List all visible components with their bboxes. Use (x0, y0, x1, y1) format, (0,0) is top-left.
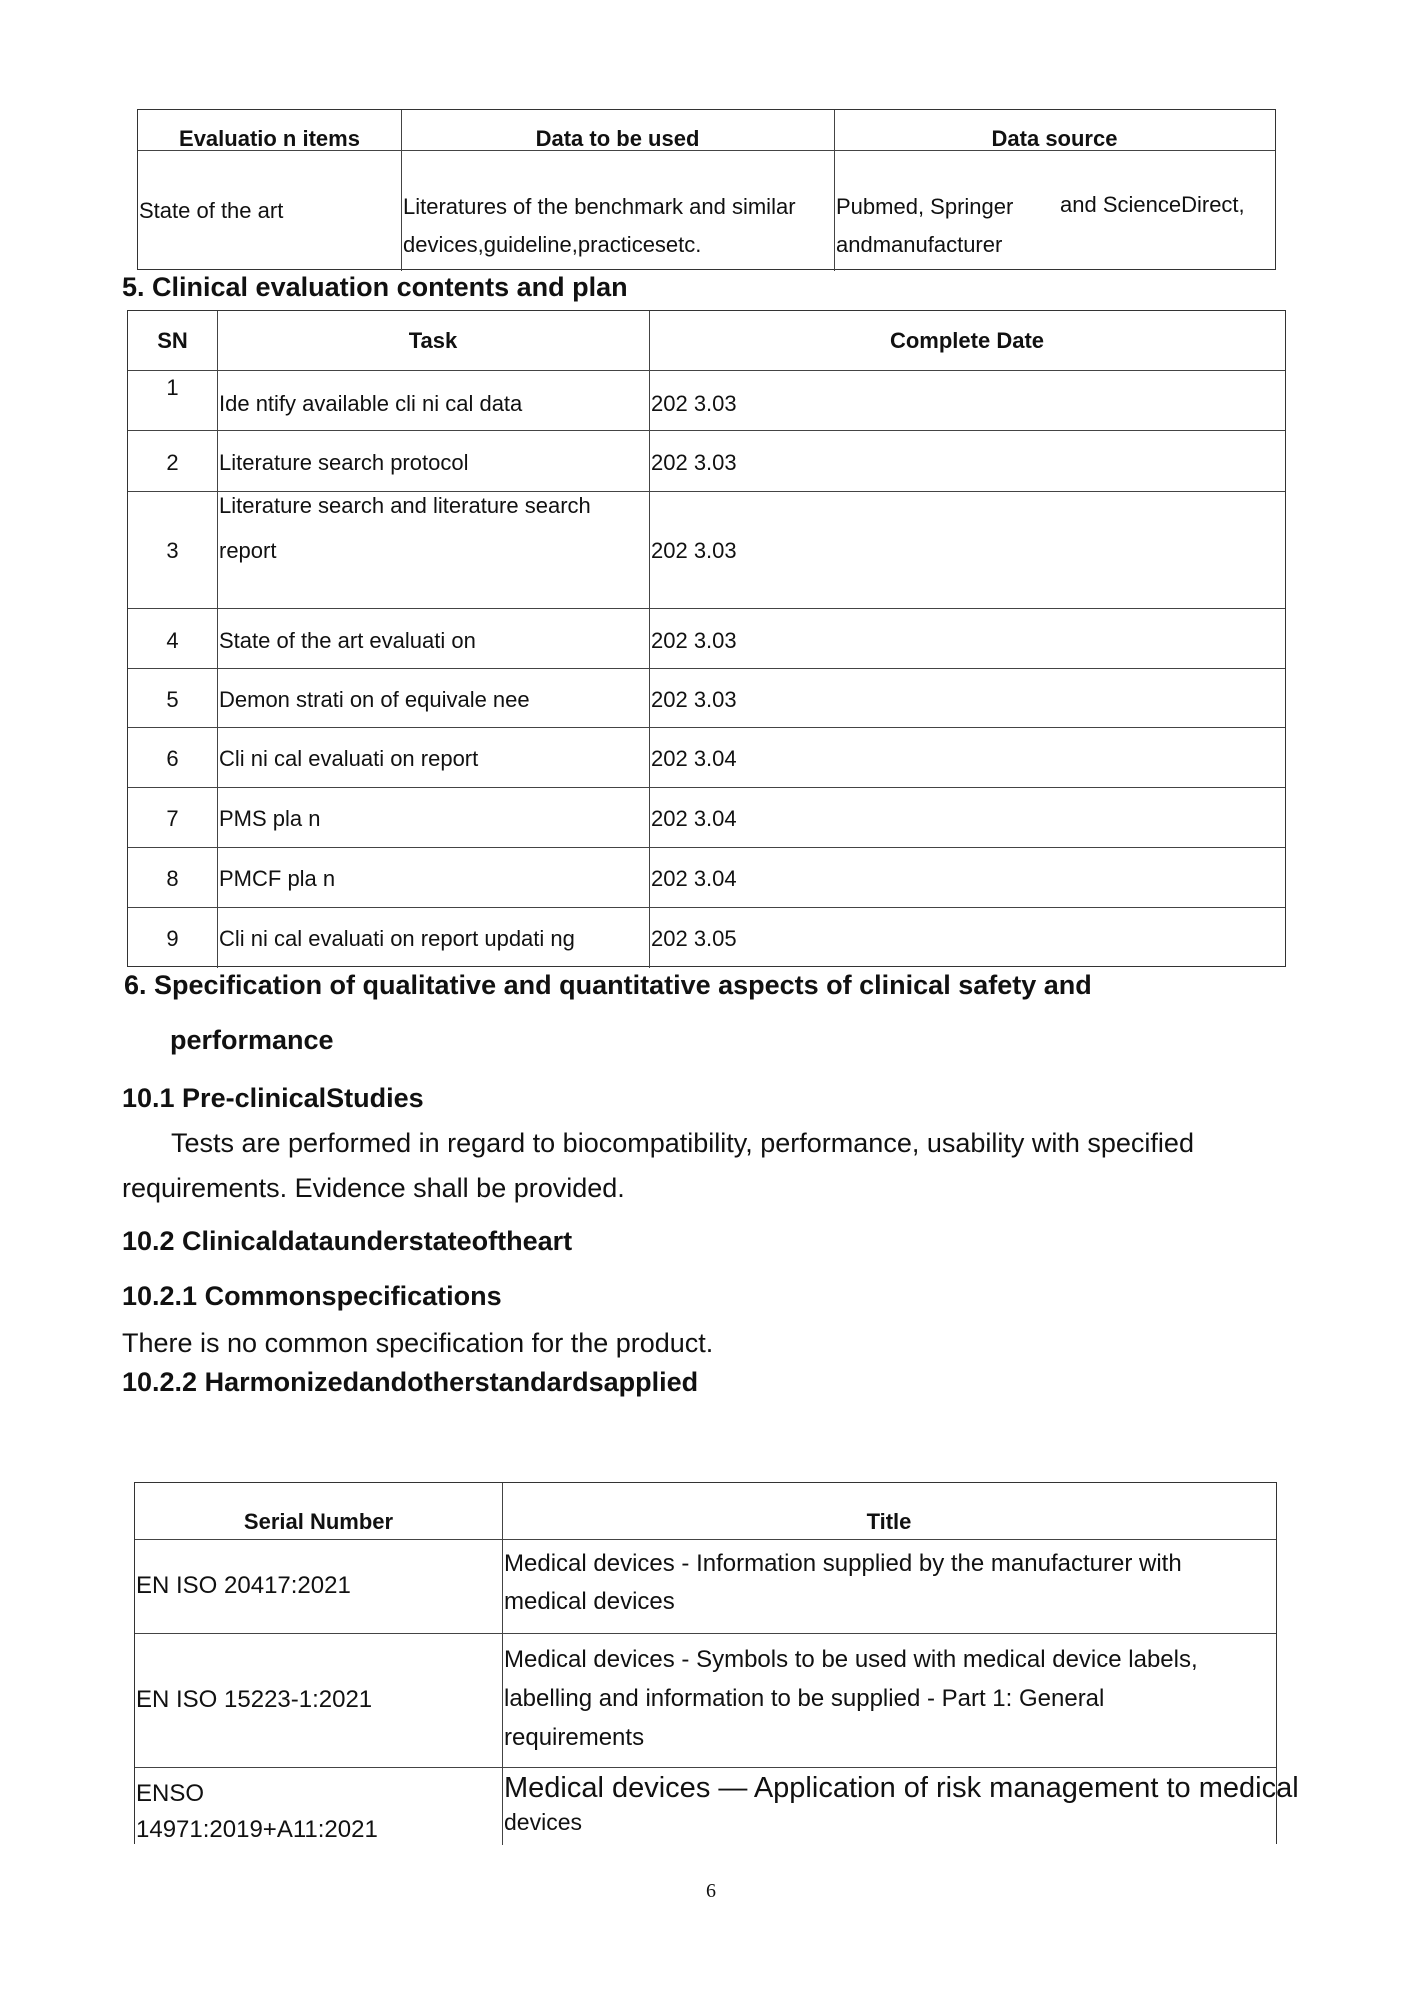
table-header-serial-number: Serial Number (243, 1509, 394, 1534)
table-row-divider (128, 668, 1285, 669)
table-row-task: Cli ni cal evaluati on report (219, 746, 479, 771)
standard-title-line: Medical devices - Symbols to be used with medical device labels, (504, 1646, 1198, 1673)
table-row-task: Cli ni cal evaluati on report updati ng (219, 926, 575, 951)
page-number: 6 (706, 1880, 716, 1902)
table-row-task: Ide ntify available cli ni cal data (219, 391, 523, 416)
standard-title-line: Medical devices - Information supplied by the manufacturer with (504, 1550, 1182, 1577)
data-source-line: Pubmed, Springer (836, 194, 1014, 219)
standards-table (134, 1482, 1299, 1844)
table-header-complete-date: Complete Date (889, 328, 1045, 353)
table-row-date: 202 3.04 (651, 746, 737, 771)
table-row-date: 202 3.05 (651, 926, 737, 951)
table-header-data-source: Data source (991, 126, 1118, 151)
table-row-task: Demon strati on of equivale nee (219, 687, 530, 712)
table-header-title: Title (866, 1509, 912, 1534)
body-text: requirements. Evidence shall be provided. (122, 1173, 625, 1203)
data-to-be-used-line: Literatures of the benchmark and similar (403, 194, 796, 219)
standard-serial: EN ISO 20417:2021 (136, 1572, 351, 1599)
standard-title-line: devices (504, 1809, 582, 1835)
table-row-sn: 5 (166, 687, 179, 712)
section-heading: 5. Clinical evaluation contents and plan (122, 272, 628, 302)
standard-serial-line: 14971:2019+A11:2021 (136, 1816, 378, 1843)
evaluation-items-table (137, 109, 1276, 270)
table-row-task: PMCF pla n (219, 866, 336, 891)
table-row-task: report (219, 538, 277, 563)
table-col-divider (649, 311, 650, 968)
data-source-line: and ScienceDirect, (1060, 192, 1245, 217)
section-heading-continued: performance (170, 1025, 334, 1055)
body-text: There is no common specification for the product. (122, 1328, 714, 1358)
table-row-sn: 4 (166, 628, 179, 653)
table-row-sn: 6 (166, 746, 179, 771)
clinical-evaluation-plan-table (127, 310, 1286, 967)
standard-title-line: requirements (504, 1724, 645, 1751)
table-header-task: Task (408, 328, 458, 353)
subsection-heading: 10.2 Clinicaldataunderstateoftheart (122, 1226, 573, 1256)
table-row-date: 202 3.03 (651, 628, 737, 653)
table-row-sn: 1 (166, 375, 179, 400)
table-row-divider (128, 430, 1285, 431)
table-row-divider (128, 847, 1285, 848)
table-row-task: State of the art evaluati on (219, 628, 476, 653)
subsection-heading: 10.2.2 Harmonizedandotherstandardsapplied (122, 1367, 699, 1397)
table-row-divider (128, 727, 1285, 728)
body-text: Tests are performed in regard to biocompatibility, performance, usability with specified (171, 1128, 1194, 1158)
data-to-be-used-line: devices,guideline,practicesetc. (403, 232, 702, 257)
table-row-sn: 2 (166, 450, 179, 475)
table-row-sn: 8 (166, 866, 179, 891)
table-row-sn: 3 (166, 538, 179, 563)
table-row-task: PMS pla n (219, 806, 321, 831)
table-row-date: 202 3.03 (651, 391, 737, 416)
table-row-date: 202 3.04 (651, 806, 737, 831)
table-header-sn: SN (157, 328, 188, 353)
table-row-divider (128, 787, 1285, 788)
table-row-task: Literature search and literature search (219, 493, 591, 518)
table-row-date: 202 3.04 (651, 866, 737, 891)
standard-serial-line: ENSO (136, 1780, 205, 1807)
evaluation-item-cell: State of the art (139, 198, 284, 223)
standard-title-line: labelling and information to be supplied - Part 1: General (504, 1685, 1105, 1712)
table-row-sn: 9 (166, 926, 179, 951)
table-row-date: 202 3.03 (651, 450, 737, 475)
standard-serial: EN ISO 15223-1:2021 (136, 1686, 373, 1713)
standard-title-line: Medical devices — Application of risk management to medical (504, 1772, 1299, 1804)
table-row-divider (128, 370, 1285, 371)
table-row-sn: 7 (166, 806, 179, 831)
table-row-divider (135, 1767, 1276, 1768)
subsection-heading: 10.1 Pre-clinicalStudies (122, 1083, 424, 1113)
table-col-divider (217, 311, 218, 968)
standard-title-line: medical devices (504, 1588, 675, 1615)
table-row-divider (135, 1633, 1276, 1634)
table-row-divider (128, 608, 1285, 609)
section-heading: 6. Specification of qualitative and quantitative aspects of clinical safety and (124, 970, 1092, 1000)
data-source-line: andmanufacturer (836, 232, 1003, 257)
table-row-date: 202 3.03 (651, 687, 737, 712)
table-row-divider (128, 907, 1285, 908)
table-header-evaluation-items: Evaluatio n items (179, 126, 360, 151)
subsection-heading: 10.2.1 Commonspecifications (122, 1281, 502, 1311)
table-row-task: Literature search protocol (219, 450, 469, 475)
table-row-date: 202 3.03 (651, 538, 737, 563)
table-header-data-to-be-used: Data to be used (535, 126, 700, 151)
